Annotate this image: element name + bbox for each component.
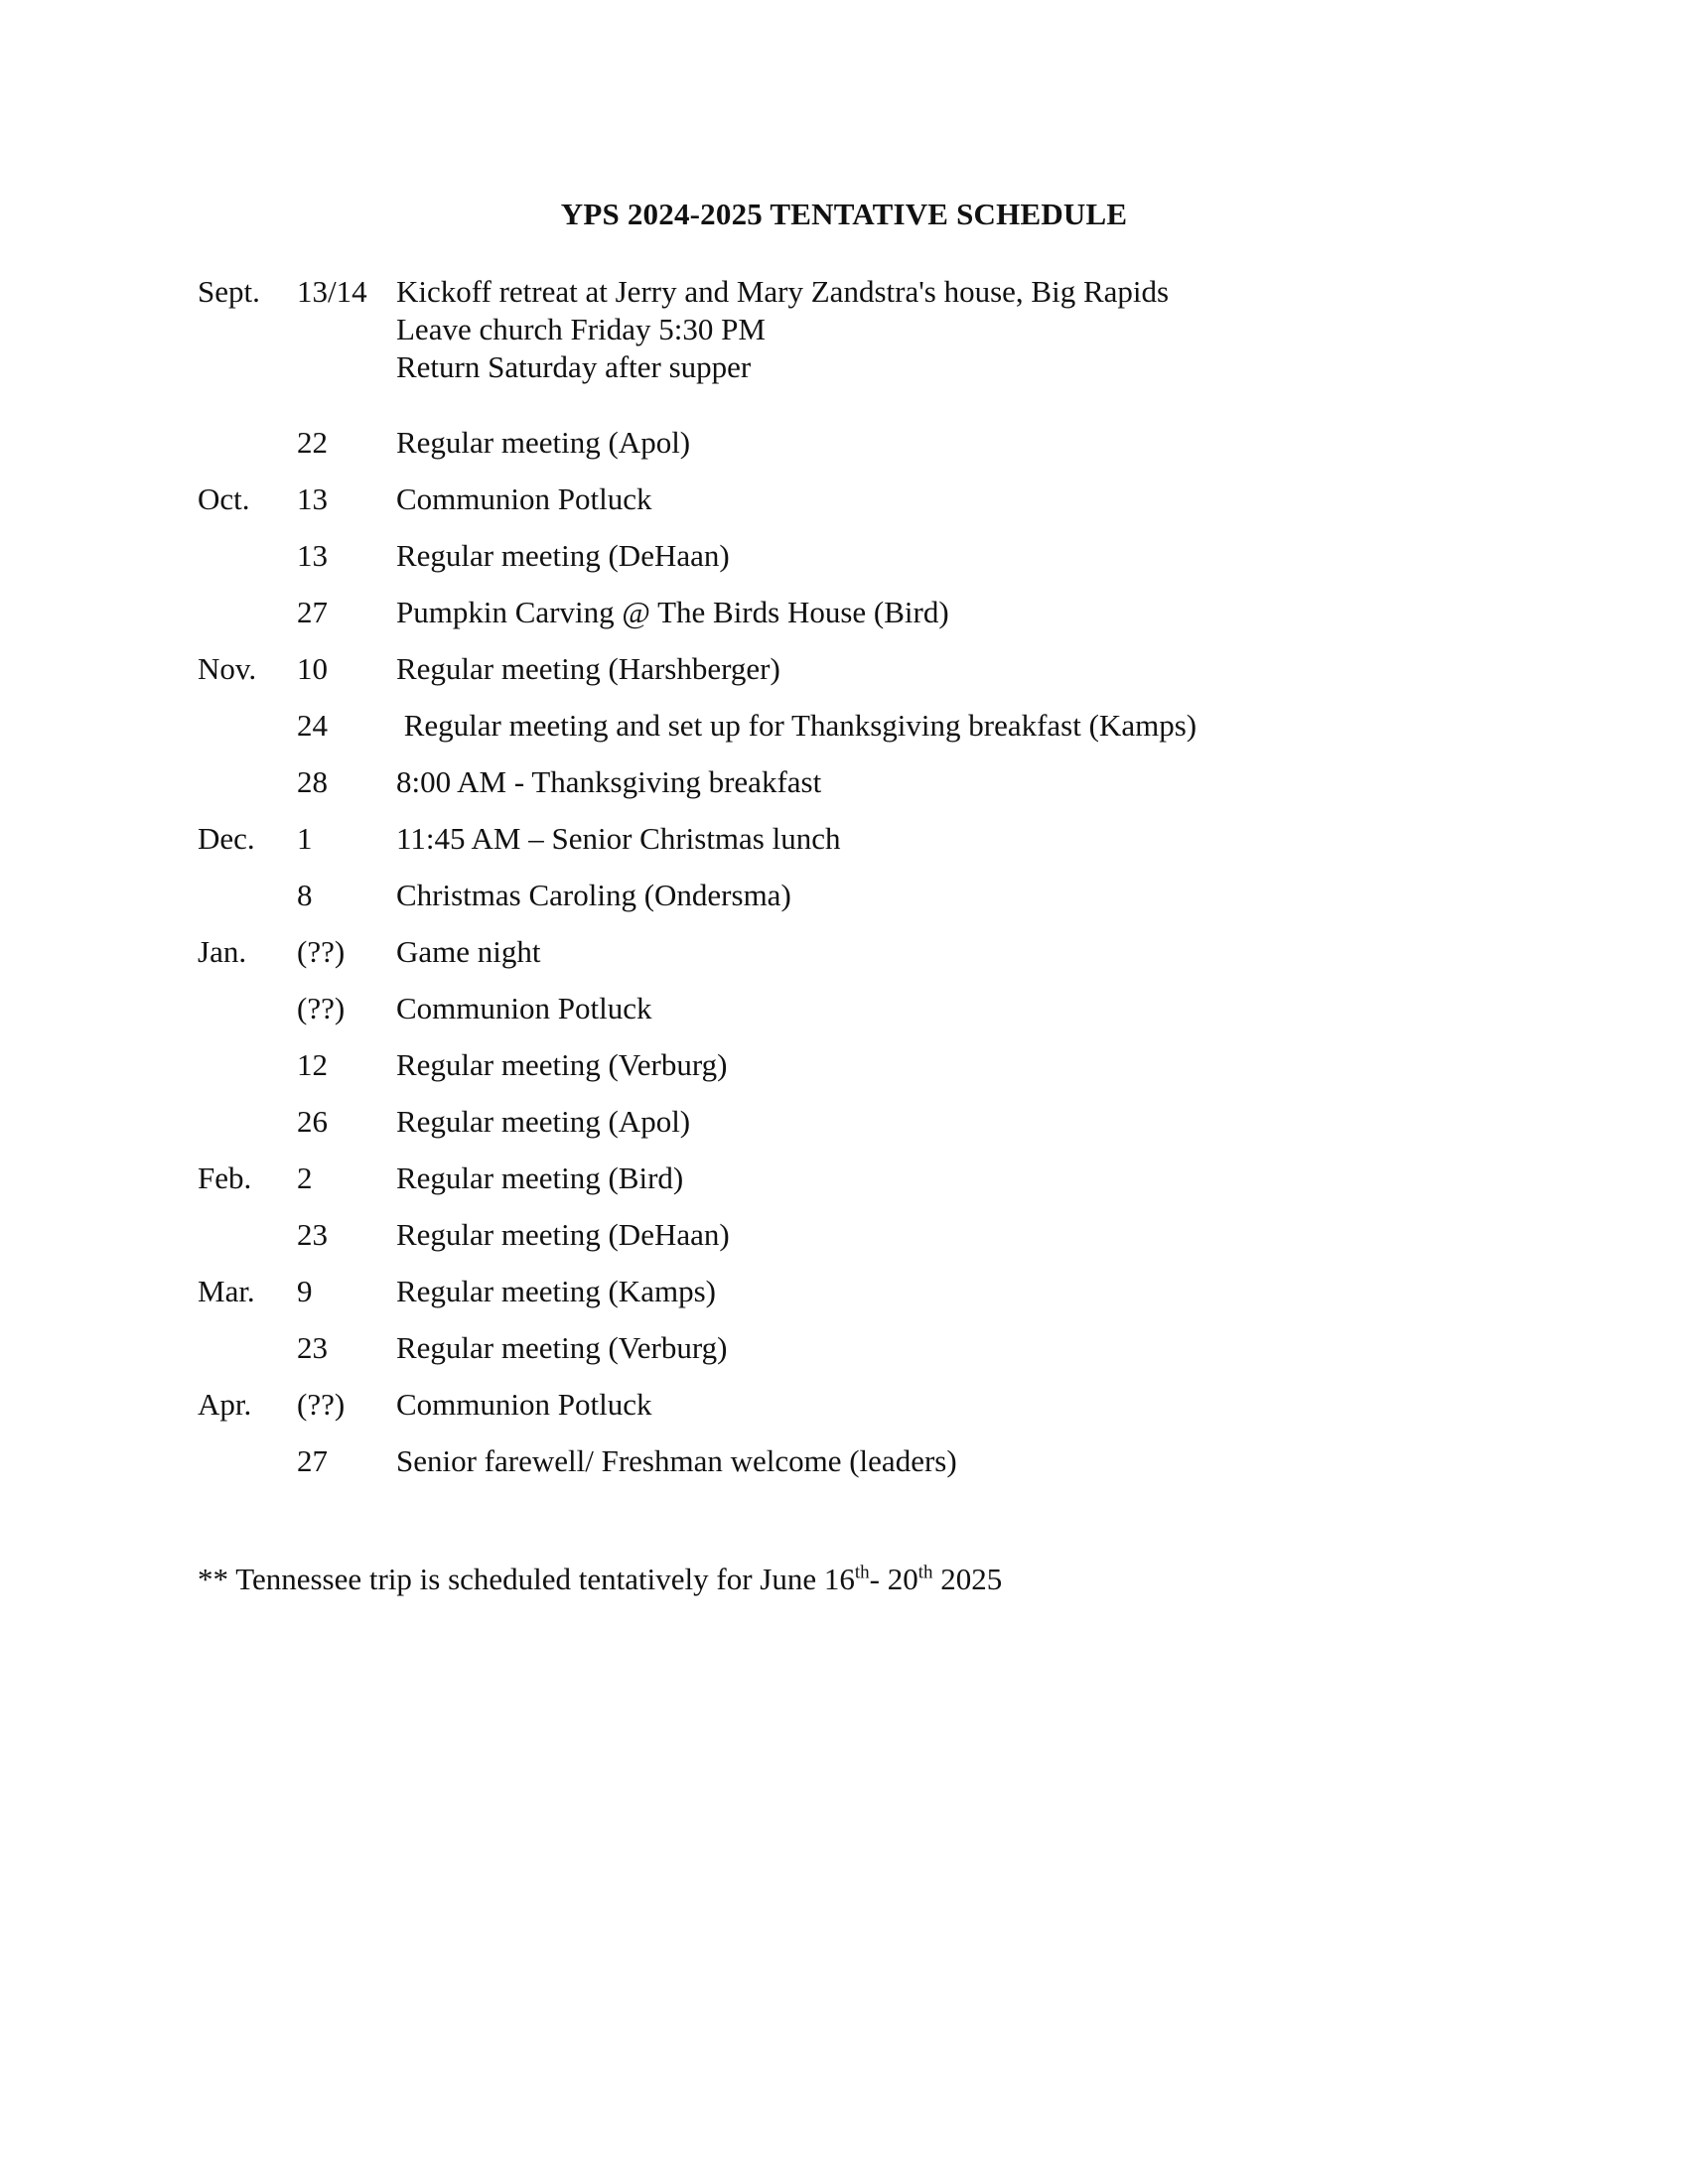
- footnote-text: 2025: [932, 1562, 1003, 1596]
- schedule-day: 2: [297, 1160, 313, 1195]
- schedule-day: 13: [297, 538, 328, 573]
- schedule-day: 27: [297, 595, 328, 629]
- schedule-day: 9: [297, 1274, 313, 1308]
- schedule-day: 26: [297, 1104, 328, 1139]
- schedule-event: [396, 594, 1508, 631]
- schedule-row: [198, 480, 1508, 518]
- schedule-row: [198, 1103, 1508, 1141]
- footnote-text: ** Tennessee trip is scheduled tentatively for June 16: [198, 1562, 855, 1596]
- schedule-row: [198, 273, 1508, 386]
- schedule-row: [198, 990, 1508, 1027]
- event-line: Regular meeting and set up for Thanksgiving breakfast (Kamps): [396, 708, 1197, 743]
- footnote-superscript: th: [917, 1562, 933, 1583]
- schedule-day: 12: [297, 1047, 328, 1082]
- event-line: Christmas Caroling (Ondersma): [396, 878, 791, 912]
- schedule-row: [198, 707, 1508, 745]
- schedule-day: 27: [297, 1443, 328, 1478]
- schedule-row: [198, 594, 1508, 631]
- schedule-event: [396, 933, 1508, 971]
- event-line: Regular meeting (Harshberger): [396, 651, 780, 686]
- schedule-day: 8: [297, 878, 313, 912]
- event-line: Regular meeting (DeHaan): [396, 1217, 730, 1252]
- schedule-day: 28: [297, 764, 328, 799]
- schedule-row: [198, 1329, 1508, 1367]
- schedule-event: [396, 1273, 1508, 1310]
- event-line: Regular meeting (Verburg): [396, 1330, 728, 1365]
- schedule-day: 22: [297, 425, 328, 460]
- schedule-month: Nov.: [198, 651, 257, 686]
- schedule-event: [396, 1442, 1508, 1480]
- schedule-row: [198, 1386, 1508, 1424]
- event-line: Leave church Friday 5:30 PM: [396, 312, 766, 346]
- schedule-day: 10: [297, 651, 328, 686]
- schedule-day: (??): [297, 1387, 346, 1422]
- schedule-event: [396, 1386, 1508, 1424]
- schedule-list: [198, 273, 1508, 1499]
- schedule-row: [198, 537, 1508, 575]
- event-line: 8:00 AM - Thanksgiving breakfast: [396, 764, 822, 799]
- schedule-event: [396, 1046, 1508, 1084]
- schedule-title: YPS 2024-2025 TENTATIVE SCHEDULE: [560, 197, 1128, 231]
- schedule-event: [396, 763, 1508, 801]
- schedule-month: Jan.: [198, 934, 247, 969]
- schedule-event: [396, 537, 1508, 575]
- schedule-event: [396, 1103, 1508, 1141]
- event-line: Regular meeting (Bird): [396, 1160, 684, 1195]
- schedule-event: [396, 990, 1508, 1027]
- schedule-day: 23: [297, 1330, 328, 1365]
- schedule-row: [198, 1273, 1508, 1310]
- schedule-month: Mar.: [198, 1274, 255, 1308]
- schedule-row: [198, 1442, 1508, 1480]
- schedule-month: Apr.: [198, 1387, 252, 1422]
- schedule-row: [198, 820, 1508, 858]
- schedule-day: 24: [297, 708, 328, 743]
- schedule-event: [396, 1160, 1508, 1197]
- event-line: Communion Potluck: [396, 1387, 652, 1422]
- schedule-row: [198, 933, 1508, 971]
- event-line: Regular meeting (Verburg): [396, 1047, 728, 1082]
- event-line: Regular meeting (Kamps): [396, 1274, 716, 1308]
- event-line: Kickoff retreat at Jerry and Mary Zandstra's house, Big Rapids: [396, 274, 1170, 309]
- schedule-event: [396, 480, 1508, 518]
- schedule-event: [396, 820, 1508, 858]
- footnote: [198, 1561, 1002, 1598]
- footnote-text: - 20: [869, 1562, 918, 1596]
- schedule-row: [198, 424, 1508, 462]
- event-line: Communion Potluck: [396, 481, 652, 516]
- schedule-row: [198, 763, 1508, 801]
- schedule-day: 23: [297, 1217, 328, 1252]
- event-line: Game night: [396, 934, 541, 969]
- event-line: Return Saturday after supper: [396, 349, 752, 384]
- schedule-row: [198, 877, 1508, 914]
- schedule-event: [396, 1329, 1508, 1367]
- schedule-month: Sept.: [198, 274, 260, 309]
- event-line: Pumpkin Carving @ The Birds House (Bird): [396, 595, 949, 629]
- schedule-row: [198, 1046, 1508, 1084]
- schedule-day: 1: [297, 821, 313, 856]
- schedule-event: [396, 424, 1508, 462]
- schedule-row: [198, 1160, 1508, 1197]
- schedule-event: [396, 650, 1508, 688]
- schedule-event: [396, 877, 1508, 914]
- schedule-row: [198, 650, 1508, 688]
- schedule-month: Oct.: [198, 481, 250, 516]
- footnote-superscript: th: [854, 1562, 870, 1583]
- event-line: Regular meeting (Apol): [396, 1104, 691, 1139]
- schedule-month: Dec.: [198, 821, 255, 856]
- schedule-event: [396, 1216, 1508, 1254]
- event-line: Regular meeting (DeHaan): [396, 538, 730, 573]
- event-line: Regular meeting (Apol): [396, 425, 691, 460]
- schedule-row: [198, 1216, 1508, 1254]
- event-line: Senior farewell/ Freshman welcome (leaders): [396, 1443, 957, 1478]
- schedule-day: (??): [297, 934, 346, 969]
- schedule-day: 13: [297, 481, 328, 516]
- schedule-month: Feb.: [198, 1160, 252, 1195]
- schedule-event: [396, 707, 1508, 745]
- schedule-day: 13/14: [297, 274, 367, 309]
- event-line: 11:45 AM – Senior Christmas lunch: [396, 821, 841, 856]
- event-line: Communion Potluck: [396, 991, 652, 1025]
- schedule-day: (??): [297, 991, 346, 1025]
- schedule-event: [396, 273, 1508, 386]
